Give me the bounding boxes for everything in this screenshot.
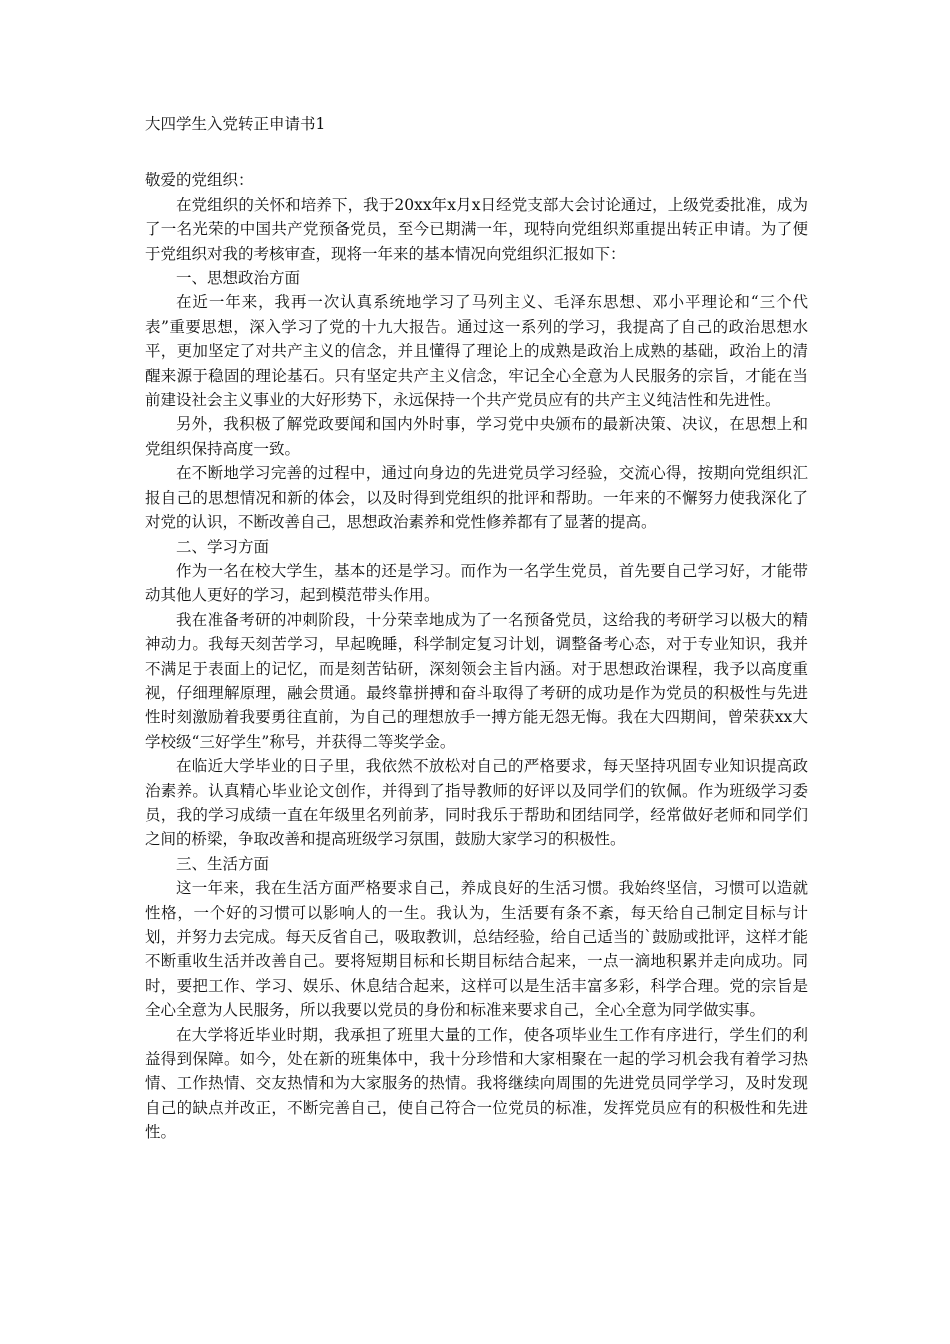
section-heading-politics: 一、思想政治方面 xyxy=(176,269,301,288)
paragraph: 这一年来，我在生活方面严格要求自己，养成良好的生活习惯。我始终坚信，习惯可以造就性格，一个好的习惯可以影响人的一生。我认为，生活要有条不紊，每天给自己制定目标与计划，并努力去完成。每天反省自己，吸取教训，总结经验，给自己适当的`鼓励或批评，这样才能不断重收生活并改善自己。要将短期目标和长期目标结合起来，一点一滴地积累并走向成功。同时，要把工作、学习、娱乐、休息结合起来，这样可以是生活丰富多彩，科学合理。党的宗旨是全心全意为人民服务，所以我要以党员的身份和标准来要求自己，全心全意为同学做实事。 xyxy=(145,879,808,1020)
document-title: 大四学生入党转正申请书1 xyxy=(145,115,326,133)
paragraph: 在近一年来，我再一次认真系统地学习了马列主义、毛泽东思想、邓小平理论和“三个代表”重要思想，深入学习了党的十九大报告。通过这一系列的学习，我提高了自己的政治思想水平，更加坚定了对共产主义的信念，并且懂得了理论上的成熟是政治上成熟的基础，政治上的清醒来源于稳固的理论基石。只有坚定共产主义信念，牢记全心全意为人民服务的宗旨，才能在当前建设社会主义事业的大好形势下，永远保持一个共产党员应有的共产主义纯洁性和先进性。 xyxy=(145,293,808,410)
section-heading-life: 三、生活方面 xyxy=(176,854,270,873)
paragraph: 作为一名在校大学生，基本的还是学习。而作为一名学生党员，首先要自己学习好，才能带动其他人更好的学习，起到模范带头作用。 xyxy=(145,561,808,605)
paragraph: 另外，我积极了解党政要闻和国内外时事，学习党中央颁布的最新决策、决议，在思想上和党组织保持高度一致。 xyxy=(145,415,808,458)
paragraph: 在不断地学习完善的过程中，通过向身边的先进党员学习经验，交流心得，按期向党组织汇报自己的思想情况和新的体会，以及时得到党组织的批评和帮助。一年来的不懈努力使我深化了对党的认识，不断改善自己，思想政治素养和党性修养都有了显著的提高。 xyxy=(145,464,808,532)
paragraph: 在临近大学毕业的日子里，我依然不放松对自己的严格要求，每天坚持巩固专业知识提高政治素养。认真精心毕业论文创作，并得到了指导教师的好评以及同学们的钦佩。作为班级学习委员，我的学习成绩一直在年级里名列前茅，同时我乐于帮助和团结同学，经常做好老师和同学们之间的桥梁，争取改善和提高班级学习氛围，鼓励大家学习的积极性。 xyxy=(145,757,808,849)
paragraph: 在大学将近毕业时期，我承担了班里大量的工作，使各项毕业生工作有序进行，学生们的利益得到保障。如今，处在新的班集体中，我十分珍惜和大家相聚在一起的学习机会我有着学习热情、工作热情、交友热情和为大家服务的热情。我将继续向周围的先进党员同学学习，及时发现自己的缺点并改正，不断完善自己，使自己符合一位党员的标准，发挥党员应有的积极性和先进性。 xyxy=(145,1025,808,1142)
section-heading-study: 二、学习方面 xyxy=(176,537,270,556)
document-body xyxy=(145,112,808,1145)
paragraph: 我在准备考研的冲刺阶段，十分荣幸地成为了一名预备党员，这给我的考研学习以极大的精神动力。我每天刻苦学习，早起晚睡，科学制定复习计划，调整备考心态，对于专业知识，我并不满足于表面上的记忆，而是刻苦钻研，深刻领会主旨内涵。对于思想政治课程，我予以高度重视，仔细理解原理，融会贯通。最终靠拼搏和奋斗取得了考研的成功是作为党员的积极性与先进性时刻激励着我要勇往直前，为自己的理想放手一搏方能无怨无悔。我在大四期间，曾荣获xx大学校级“三好学生”称号，并获得二等奖学金。 xyxy=(145,610,808,751)
intro-paragraph: 在党组织的关怀和培养下，我于20xx年x月x日经党支部大会讨论通过，上级党委批准，成为了一名光荣的中国共产党预备党员，至今已期满一年，现特向党组织郑重提出转正申请。为了便于党组织对我的考核审查，现将一年来的基本情况向党组织汇报如下： xyxy=(145,195,808,263)
salutation: 敬爱的党组织： xyxy=(145,171,254,190)
